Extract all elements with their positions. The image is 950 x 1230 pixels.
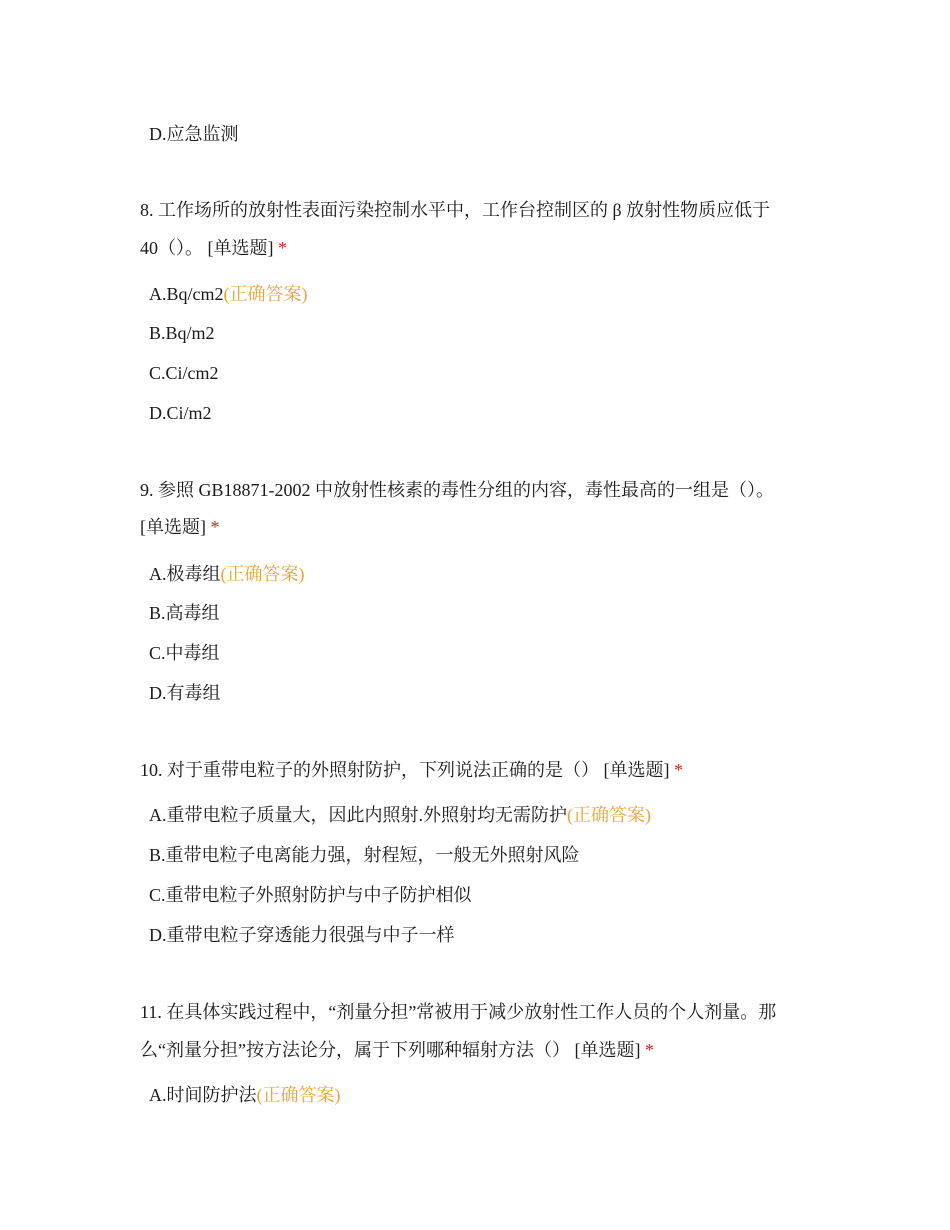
question-10-option-b: B.重带电粒子电离能力强，射程短，一般无外照射风险 bbox=[149, 845, 580, 865]
correct-answer-label: (正确答案) bbox=[220, 564, 305, 584]
required-mark: * bbox=[674, 760, 683, 780]
question-8-option-d: D.Ci/m2 bbox=[149, 403, 212, 423]
question-10-option-c: C.重带电粒子外照射防护与中子防护相似 bbox=[149, 885, 472, 905]
question-8-option-b: B.Bq/m2 bbox=[149, 323, 215, 343]
question-8-title: 8. 工作场所的放射性表面污染控制水平中，工作台控制区的 β 放射性物质应低于 bbox=[140, 200, 771, 220]
correct-answer-label: (正确答案) bbox=[567, 805, 651, 825]
question-8-title-cont: 40（）。 [单选题] * bbox=[140, 238, 287, 258]
correct-answer-label: (正确答案) bbox=[223, 284, 308, 304]
question-9-option-c: C.中毒组 bbox=[149, 643, 220, 663]
question-9-title-cont: [单选题] * bbox=[140, 517, 220, 537]
correct-answer-label: (正确答案) bbox=[256, 1085, 341, 1105]
question-9-option-d: D.有毒组 bbox=[149, 683, 221, 703]
q7-option-d: D.应急监测 bbox=[149, 124, 239, 144]
question-8-option-c: C.Ci/cm2 bbox=[149, 363, 219, 383]
question-10-option-a: A.重带电粒子质量大，因此内照射.外照射均无需防护(正确答案) bbox=[149, 805, 651, 825]
required-mark: * bbox=[644, 1040, 654, 1060]
question-8-option-a: A.Bq/cm2(正确答案) bbox=[149, 284, 308, 304]
required-mark: * bbox=[210, 517, 220, 537]
question-11-option-a: A.时间防护法(正确答案) bbox=[149, 1085, 341, 1105]
question-10-title: 10. 对于重带电粒子的外照射防护，下列说法正确的是（） [单选题] * bbox=[140, 760, 683, 780]
question-9-option-a: A.极毒组(正确答案) bbox=[149, 564, 305, 584]
question-11-title-cont: 么“剂量分担”按方法论分，属于下列哪种辐射方法（） [单选题] * bbox=[140, 1040, 654, 1060]
question-9-title: 9. 参照 GB18871-2002 中放射性核素的毒性分组的内容，毒性最高的一组是（）。 bbox=[140, 480, 774, 500]
question-10-option-d: D.重带电粒子穿透能力很强与中子一样 bbox=[149, 925, 455, 945]
question-9-option-b: B.高毒组 bbox=[149, 603, 220, 623]
question-11-title: 11. 在具体实践过程中，“剂量分担”常被用于减少放射性工作人员的个人剂量。那 bbox=[140, 1002, 777, 1022]
required-mark: * bbox=[278, 238, 287, 258]
